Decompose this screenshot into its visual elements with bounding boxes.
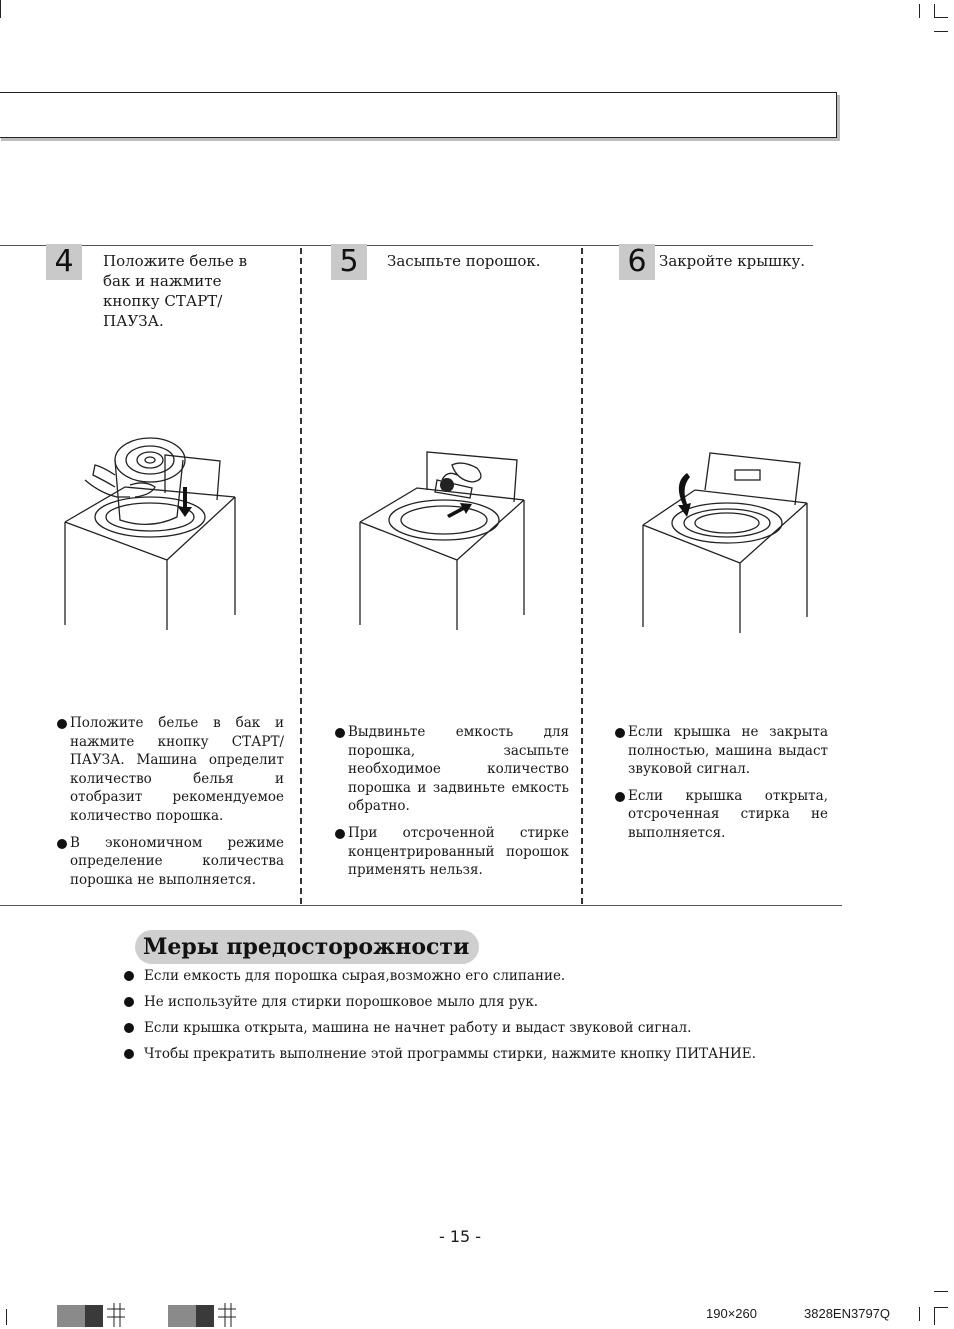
step-number-4: 4 — [46, 244, 82, 280]
steps-top-rule — [0, 245, 813, 246]
footer-page-size: 190×260 — [706, 1306, 757, 1321]
precaution-item — [122, 992, 842, 1018]
registration-mark-1 — [57, 1303, 127, 1327]
bullet-icon — [124, 997, 134, 1007]
step-title-5: Засыпьте порошок. — [387, 252, 541, 270]
step-title-6: Закройте крышку. — [659, 252, 806, 270]
precaution-text: Если емкость для порошка сырая,возможно его слипание. — [144, 968, 566, 984]
page-number: - 15 - — [438, 1227, 482, 1246]
crop-mark-top-right-b — [934, 4, 935, 18]
step-5-note-2: При отсроченной стирке концентрированный порошок применять нельзя. — [335, 824, 569, 880]
step-5-notes — [335, 723, 569, 888]
crop-mark-bottom-right-c — [934, 1307, 948, 1308]
illustration-step-5 — [352, 440, 532, 635]
precautions-list — [122, 966, 842, 1070]
precaution-text: Если крышка открыта, машина не начнет работу и выдаст звуковой сигнал. — [144, 1020, 692, 1036]
precautions-title: Меры предосторожности — [135, 930, 479, 964]
precaution-text: Чтобы прекратить выполнение этой программы стирки, нажмите кнопку ПИТАНИЕ. — [144, 1046, 756, 1062]
step-number-5: 5 — [331, 244, 367, 280]
bullet-icon — [124, 971, 134, 981]
precaution-text: Не используйте для стирки порошковое мыло для рук. — [144, 994, 539, 1010]
step-4-note-2: В экономичном режиме определение количества порошка не выполняется. — [57, 834, 284, 890]
step-6-note-1: Если крышка не закрыта полностью, машина выдаст звуковой сигнал. — [615, 723, 828, 779]
footer-document-code: 3828EN3797Q — [804, 1306, 891, 1321]
illustration-step-4 — [55, 425, 245, 635]
step-number-6: 6 — [619, 244, 655, 280]
step-4-note-1: Положите белье в бак и нажмите кнопку СТАРТ/ПАУЗА. Машина определит количество белья и отобразит рекомендуемое количество порошка. — [57, 714, 284, 826]
crop-mark-top-right-c — [934, 17, 948, 18]
crop-mark-bottom-right-b — [919, 1307, 920, 1321]
bullet-icon — [124, 1049, 134, 1059]
step-6-note-2: Если крышка открыта, отсроченная стирка не выполняется. — [615, 787, 828, 843]
column-separator-1 — [300, 248, 302, 904]
precaution-item — [122, 1044, 842, 1070]
precaution-item — [122, 1018, 842, 1044]
crop-mark-bottom-left — [6, 1309, 7, 1325]
crop-mark-bottom-right-a — [934, 1291, 948, 1292]
column-separator-2 — [581, 248, 583, 904]
crop-mark-bottom-right-d — [934, 1307, 935, 1325]
registration-mark-2 — [168, 1303, 238, 1327]
step-4-notes — [57, 714, 284, 897]
illustration-step-6 — [635, 445, 815, 635]
step-6-notes — [615, 723, 828, 851]
crop-mark-top-right-a — [919, 4, 920, 18]
crop-mark-top-left — [0, 0, 1, 18]
bullet-icon — [124, 1023, 134, 1033]
crop-mark-top-right-d — [934, 31, 948, 32]
step-5-note-1: Выдвиньте емкость для порошка, засыпьте необходимое количество порошка и задвиньте емкость обратно. — [335, 723, 569, 816]
steps-bottom-rule — [0, 905, 842, 906]
header-frame — [0, 92, 837, 138]
step-title-4: Положите белье в бак и нажмите кнопку СТАРТ/ПАУЗА. — [103, 252, 248, 330]
precaution-item — [122, 966, 842, 992]
